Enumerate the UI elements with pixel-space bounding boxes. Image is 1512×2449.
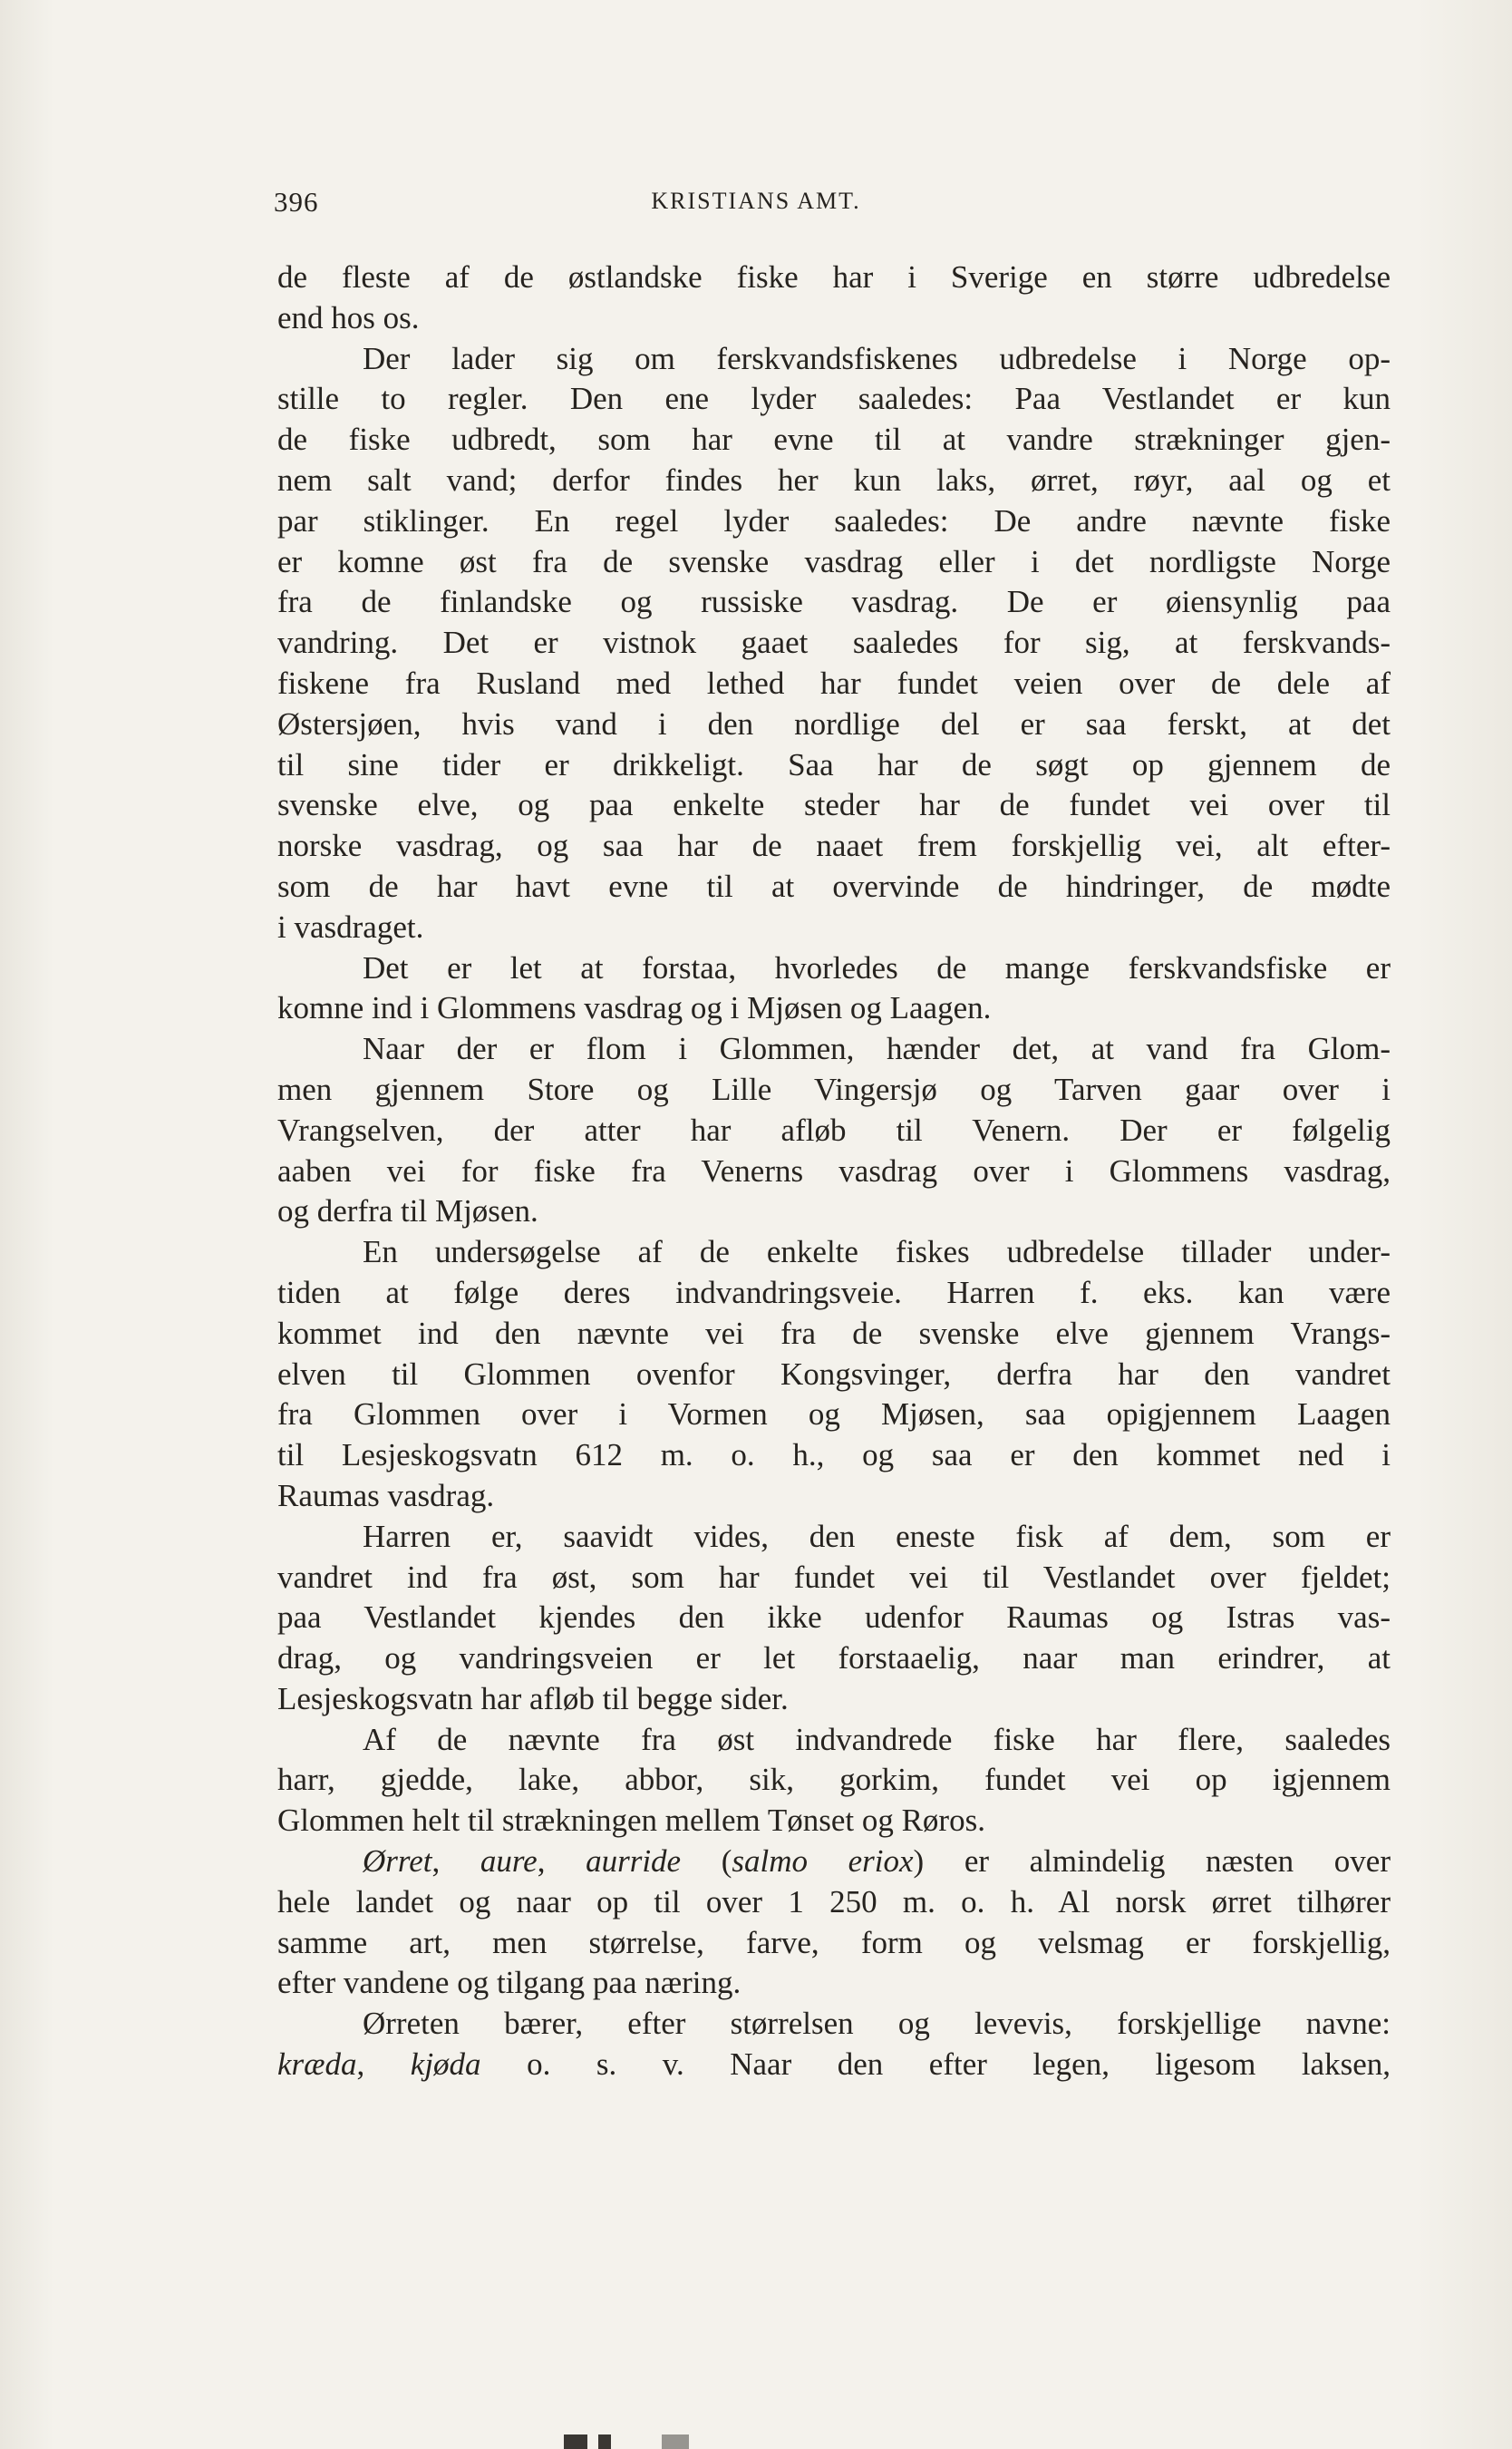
scan-artifact — [598, 2434, 611, 2449]
italic-term: salmo eriox — [732, 1843, 914, 1880]
text-line: og derfra til Mjøsen. — [277, 1193, 538, 1229]
text-line: til Lesjeskogsvatn 612 m. o. h., og saa er den kommet ned i — [277, 1437, 1391, 1473]
text-line: hele landet og naar op til over 1 250 m. o. h. Al norsk ørret tilhører — [277, 1883, 1391, 1919]
scan-artifact — [564, 2434, 587, 2449]
text-line: Der lader sig om ferskvandsfiskenes udbredelse i Norge op- — [363, 340, 1391, 376]
text-line: Glommen helt til strækningen mellem Tønset og Røros. — [277, 1803, 985, 1839]
text-line: tiden at følge deres indvandringsveie. Harren f. eks. kan være — [277, 1274, 1391, 1310]
text-line: fra Glommen over i Vormen og Mjøsen, saa opigjennem Laagen — [277, 1396, 1391, 1433]
italic-term: aurride — [586, 1843, 682, 1880]
text-line: er komne øst fra de svenske vasdrag eller i det nordligste Norge — [277, 543, 1391, 579]
text-run: ( — [681, 1843, 732, 1880]
text-line: stille to regler. Den ene lyder saaledes: Paa Vestlandet er kun — [277, 381, 1391, 417]
text-run: , — [356, 2046, 411, 2083]
text-line: Af de nævnte fra øst indvandrede fiske har flere, saaledes — [363, 1721, 1391, 1757]
text-line: vandring. Det er vistnok gaaet saaledes for sig, at ferskvands- — [277, 625, 1391, 661]
text-line: men gjennem Store og Lille Vingersjø og Tarven gaar over i — [277, 1071, 1391, 1107]
text-line: harr, gjedde, lake, abbor, sik, gorkim, fundet vei op igjennem — [277, 1762, 1391, 1798]
text-line: de fiske udbredt, som har evne til at vandre strækninger gjen- — [277, 422, 1391, 458]
text-run: , — [537, 1843, 586, 1880]
running-head: KRISTIANS AMT. — [651, 188, 861, 214]
text-line: par stiklinger. En regel lyder saaledes: De andre nævnte fiske — [277, 502, 1391, 539]
page-header — [0, 186, 1512, 222]
text-line: som de har havt evne til at overvinde de hindringer, de mødte — [277, 868, 1391, 904]
text-line — [277, 1842, 1391, 1882]
text-line: kommet ind den nævnte vei fra de svenske elve gjennem Vrangs- — [277, 1315, 1391, 1351]
text-line: Det er let at forstaa, hvorledes de mange ferskvandsfiske er — [363, 949, 1391, 986]
text-line: Østersjøen, hvis vand i den nordlige del er saa ferskt, at det — [277, 705, 1391, 742]
body-text — [277, 258, 1391, 2085]
text-line: Raumas vasdrag. — [277, 1477, 495, 1513]
text-line: fra de finlandske og russiske vasdrag. De er øiensynlig paa — [277, 584, 1391, 620]
text-line: aaben vei for fiske fra Venerns vasdrag over i Glommens vasdrag, — [277, 1152, 1391, 1189]
text-line: Naar der er flom i Glommen, hænder det, at vand fra Glom- — [363, 1031, 1391, 1067]
italic-term: aure — [480, 1843, 538, 1880]
italic-term: Ørret — [363, 1843, 432, 1880]
page-number: 396 — [274, 186, 319, 218]
text-line: norske vasdrag, og saa har de naaet frem forskjellig vei, alt efter- — [277, 828, 1391, 864]
text-line: drag, og vandringsveien er let forstaaelig, naar man erindrer, at — [277, 1640, 1391, 1676]
text-line: i vasdraget. — [277, 909, 424, 945]
text-run: ) er almindelig næsten over — [913, 1843, 1391, 1880]
text-line: efter vandene og tilgang paa næring. — [277, 1965, 741, 2001]
text-line: svenske elve, og paa enkelte steder har de fundet vei over til — [277, 787, 1391, 823]
text-line: til sine tider er drikkeligt. Saa har de søgt op gjennem de — [277, 746, 1391, 782]
italic-term: kjøda — [410, 2046, 481, 2083]
text-line: fiskene fra Rusland med lethed har fundet veien over de dele af — [277, 665, 1391, 701]
text-line: Lesjeskogsvatn har afløb til begge sider. — [277, 1680, 789, 1716]
scan-artifact — [662, 2434, 689, 2449]
text-line: end hos os. — [277, 299, 420, 335]
text-run: , — [431, 1843, 480, 1880]
text-line — [277, 2045, 1391, 2085]
text-line: En undersøgelse af de enkelte fiskes udbredelse tillader under- — [363, 1234, 1391, 1270]
text-line: paa Vestlandet kjendes den ikke udenfor Raumas og Istras vas- — [277, 1599, 1391, 1636]
text-line: elven til Glommen ovenfor Kongsvinger, derfra har den vandret — [277, 1356, 1391, 1392]
text-line: Vrangselven, der atter har afløb til Venern. Der er følgelig — [277, 1112, 1391, 1148]
text-line: samme art, men størrelse, farve, form og velsmag er forskjellig, — [277, 1924, 1391, 1960]
italic-term: kræda — [277, 2046, 357, 2083]
text-line: Harren er, saavidt vides, den eneste fisk af dem, som er — [363, 1518, 1391, 1554]
text-line: vandret ind fra øst, som har fundet vei til Vestlandet over fjeldet; — [277, 1559, 1391, 1595]
text-line: komne ind i Glommens vasdrag og i Mjøsen og Laagen. — [277, 990, 992, 1026]
text-line: de fleste af de østlandske fiske har i Sverige en større udbredelse — [277, 259, 1391, 295]
text-line: nem salt vand; derfor findes her kun laks, ørret, røyr, aal og et — [277, 462, 1391, 498]
text-line: Ørreten bærer, efter størrelsen og levevis, forskjellige navne: — [363, 2006, 1391, 2042]
text-run: o. s. v. Naar den efter legen, ligesom laksen, — [480, 2046, 1391, 2083]
